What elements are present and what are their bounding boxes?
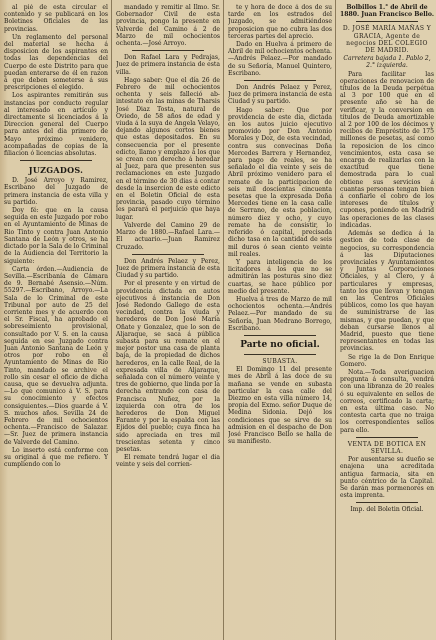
column-3 (228, 4, 332, 636)
paragraph: Valverde del Camino 29 de Marzo de 1880.—Rafael Lara.—El actuario.—Juan Ramirez Cruzado. (116, 221, 220, 251)
paragraph: Lo inserto está conforme con su original á que me refiero. Y cumpliendo con lo (4, 446, 108, 469)
column-1 (4, 4, 108, 636)
paragraph: Don Rafael Lara y Pedrajas, Juez de primera instancia de esta villa. (116, 54, 220, 76)
divider (132, 50, 204, 51)
divider (132, 254, 204, 255)
paragraph: D. José Arroyo y Ramirez, Escribano del Juzgado de primera instancia de esta villa y su partido. (4, 177, 108, 206)
printer-imprint: Imp. del Boletin Oficial. (350, 506, 424, 514)
divider (244, 80, 316, 81)
paragraph: Para facilitar las operaciones de renovacion de títulos de la Deuda perpétua al 3 por 100 que en el presente año se ha de verificar, y la conversion en títulos de Deuda amortizable al 2 por 100 de los décimos y recibos de Empréstito de 175 millones de pesetas, así como la reposicion de los cinco vencimientos, esta casa se encarga de realizarlas con la exactitud que tiene demostrada para lo cual obtiene sus servicios á cuantas personas tengan bien á confiarle el cobro de los intereses de títulos y cupones, poniendo en Madrid las operaciones de las clases indicadas. (340, 70, 434, 229)
divider (244, 335, 316, 336)
paragraph: Doy fé: que en la causa seguida en este Juzgado por robo en el Ayuntamiento de Minas de Rio Tinto y contra Juan Antonio Santana de León y otros, se ha dictado por la Sala de lo Criminal de la Audiencia del Territorio la siguiente: (4, 207, 108, 265)
paragraph: Además se dedica á la gestion de toda clase de negocios, su correspondencia á las Diputaciones provinciales y Ayuntamientos y Juntas Corporaciones Oficiales, y al Clero, y á particulares y empresas, tanto los que llevan y tengan en las Centros Oficiales públicos, como los que hayan de suministrarse de las mismas, y que puedan, y que deban cursarse llenos al Madrid, puesto que tiene representantes en todas las provincias. (340, 230, 434, 353)
paragraph: Dado en Huelva á primero de Abril de mil ochocientos ochenta.—Andrés Pelaez.—Por mandado de su Señoría, Manuel Quintero, Escribano. (228, 41, 332, 77)
paragraph: El remate tendrá lugar el dia veinte y seis del corrien- (116, 454, 220, 469)
advertiser-name: D. JOSÉ MARÍA MAÑAS Y GRACIA, Agente de negocios DEL COLEGIO DE MADRID. (342, 25, 432, 55)
divider (356, 502, 418, 503)
advertiser-address: Carretera bajada 1. Pablo 2, 2.° izquierda. (343, 55, 431, 70)
column-divider (223, 0, 224, 640)
divider (356, 21, 418, 22)
paragraph: Don Andrés Pelaez y Perez, Juez de primera instancia de esta Ciudad y su partido. (228, 84, 332, 106)
paragraph: Se rige la de Don Enrique Gomero. (340, 353, 434, 368)
paragraph: Nota.—Toda averiguacion pregunta á consulta, vendrá con una libranza de 20 reales ó su equivalente en sellos de correos, certificado la carta; en esta última caso. No contesta carta que no traiga los correspondientes sellos para ello. (340, 368, 434, 434)
signature-line: Bolbillos 1.° de Abril de 1880. Juan Francisco Bello. (340, 4, 434, 19)
paragraph: al pié de esta circular el contenido y se publicará en los Boletines Oficiales de las provincias. (4, 4, 108, 33)
subheading-subasta: SUBASTA. (262, 357, 298, 365)
paragraph: Carta órden.—Audiencia de Sevilla.—Escribanía de Cámara de 9. Bernabé Asensio.—Núm. 55297.—Escribano, Arroyo.—La Sala de lo Criminal de este Tribunal por auto de 25 del corriente mes y de acuerdo con el Sr. Fiscal, ha aprobado el sobreseimiento provisional, consultado por V. S. en la causa seguida en ese Juzgado contra Juan Antonio Santana de León y otros por robo en el Ayuntamiento de Minas de Rio Tinto, mandado se archive el rollo sin cesar el oficio de dicha causa, que se devuelva adjunta.—Lo que comunico á V. S. para su conocimiento y efectos consiguientes.—Dios guarde á V. S. muchos años. Sevilla 24 de Febrero de mil ochocientos ochenta.—Francisco de Salazar.—Sr. Juez de primera instancia de Valverde del Camino. (4, 265, 108, 446)
divider (20, 160, 92, 161)
paragraph: Los aspirantes remitirán sus instancias por conducto regular al interesado en artículo y directamente si licenciados á la Direccion general del Cuerpo para antes del dia primero de Mayo próximo venidero, acompañadas de copias de la filiacion ó licencias absolutas. (4, 92, 108, 158)
paragraph: Hago saber: Que por providencia de este dia, dictada en los autos juicio ejecutivo promovido por Don Antonio Morales y Doz, de esta vecindad, contra sus convecinas Doña Mercedes Barrera y Hernandez, para pago de reales, se ha señalado el dia veinte y seis de Abril próximo venidero para el remate de la participacion de seis mil doscientas cincuenta pesetas que la expresada Doña Mercedes tiene en la casa calle de Serrano, de esta poblacion, número diez y ocho, y cuyo remate ha de consistir, lo referido ó capital, precisada dicho tasa en la cantidad de seis mil duros ó sean ciento veinte mil reales. (228, 106, 332, 258)
paragraph: Y para inteligencia de los licitadores á los que no se admitirán las posturas sino diez cuartas, se hace público por medio del presente. (228, 258, 332, 295)
paragraph: Por ausentarse su dueño se enajena una acreditada antigua farmacia, sita en punto céntrico de la Capital. Se darán mas pormenores en esta imprenta. (340, 456, 434, 500)
paragraph: te y hora de doce á dos de su tarde en los estrados del Juzgado, se admitiéndose proposicion que no cubra las dos terceras partes del aprecio. (228, 4, 332, 40)
paragraph: Por el presente y en virtud de providencia dictada en autos ejecutivos á instancia de Don José Redondo Gallego de esta vecindad, contra la viuda y herederos de Don José María Oñate y Gonzalez, que lo son de Aljaraque, se saca á pública subasta para su remate en el mejor postor una casa de planta baja, de la propiedad de dichos herederos, en la calle Real, de la expresada villa de Aljaraque, señalada con el número veinte y tres de gobierno, que linda por la derecha entrando con casa de Francisca Nuñez, por la izquierda con otra de los herederos de Don Miguel Farante y por la espalda con las Ejidos del pueblo; cuya finca ha sido apreciada en tres mil trescientas setenta y cinco pesetas. (116, 280, 220, 453)
divider (244, 354, 316, 355)
paragraph: mandado y remitir al Ilmo. Sr. Gobernador Civil de esta provincia, pongo la presente en Valverde del Camino á 2 de Marzo de mil ochocientos ochenta.—José Arroyo. (116, 4, 220, 48)
column-2 (116, 4, 220, 636)
subheading-venta-botica: VENTA DE BOTICA EN SEVILLA. (347, 440, 427, 455)
section-heading-juzgados: JUZGADOS. (28, 165, 84, 176)
paragraph: Huelva á tres de Marzo de mil ochocientos ochenta.—Andrés Pelaez.—Por mandado de su Señoría, Juan Medrano Borrego, Escribano. (228, 295, 332, 332)
column-4 (340, 4, 434, 636)
section-heading-parte-no-oficial: Parte no oficial. (240, 339, 320, 350)
divider (356, 437, 418, 438)
paragraph: Hago saber: Que el día 26 de Febrero de mil ochocientos ochenta y seis falleció ab-intestato en las minas de Tharsis José Diaz Tosta, natural de Oviedo, de 58 años de edad y viuda á la suya de Angela Velayo, dejando algunos cortos bienes que estas depositados. En su consecuencia por el presente edicto, llamo y emplazo á los que se crean con derecho á heredar al Juez, para que presenten sus reclamaciones en este Juzgado en el término de 30 dias á contar desde la insercion de este edicto en el Boletin Oficial de esta provincia, pasado cuyo término les parará el perjuicio que haya lugar. (116, 76, 220, 221)
paragraph: Un reglamento del personal del material se hecha á disposicion de los aspirantes en todas las dependencias del Cuerpo de este Distrito para que puedan enterarse de él en razon á que deben someterse á sus prescripciones el elegido. (4, 33, 108, 92)
column-divider (111, 0, 112, 640)
paragraph: El Domingo 11 del presente mes de Abril á las doce de su mañana se vende en subasta particular la casa calle del Diezmo en esta villa número 14, propia del Exmo. señor Duque de Medina Sidonia. Dejó los condiciones que se sirve de su admision en el despacho de Don José Francisco Bello se halla de su manifiesto. (228, 366, 332, 446)
column-divider (335, 0, 336, 640)
paragraph: Don Andrés Pelaez y Perez, Juez de primera instancia de esta Ciudad y su partido. (116, 257, 220, 280)
